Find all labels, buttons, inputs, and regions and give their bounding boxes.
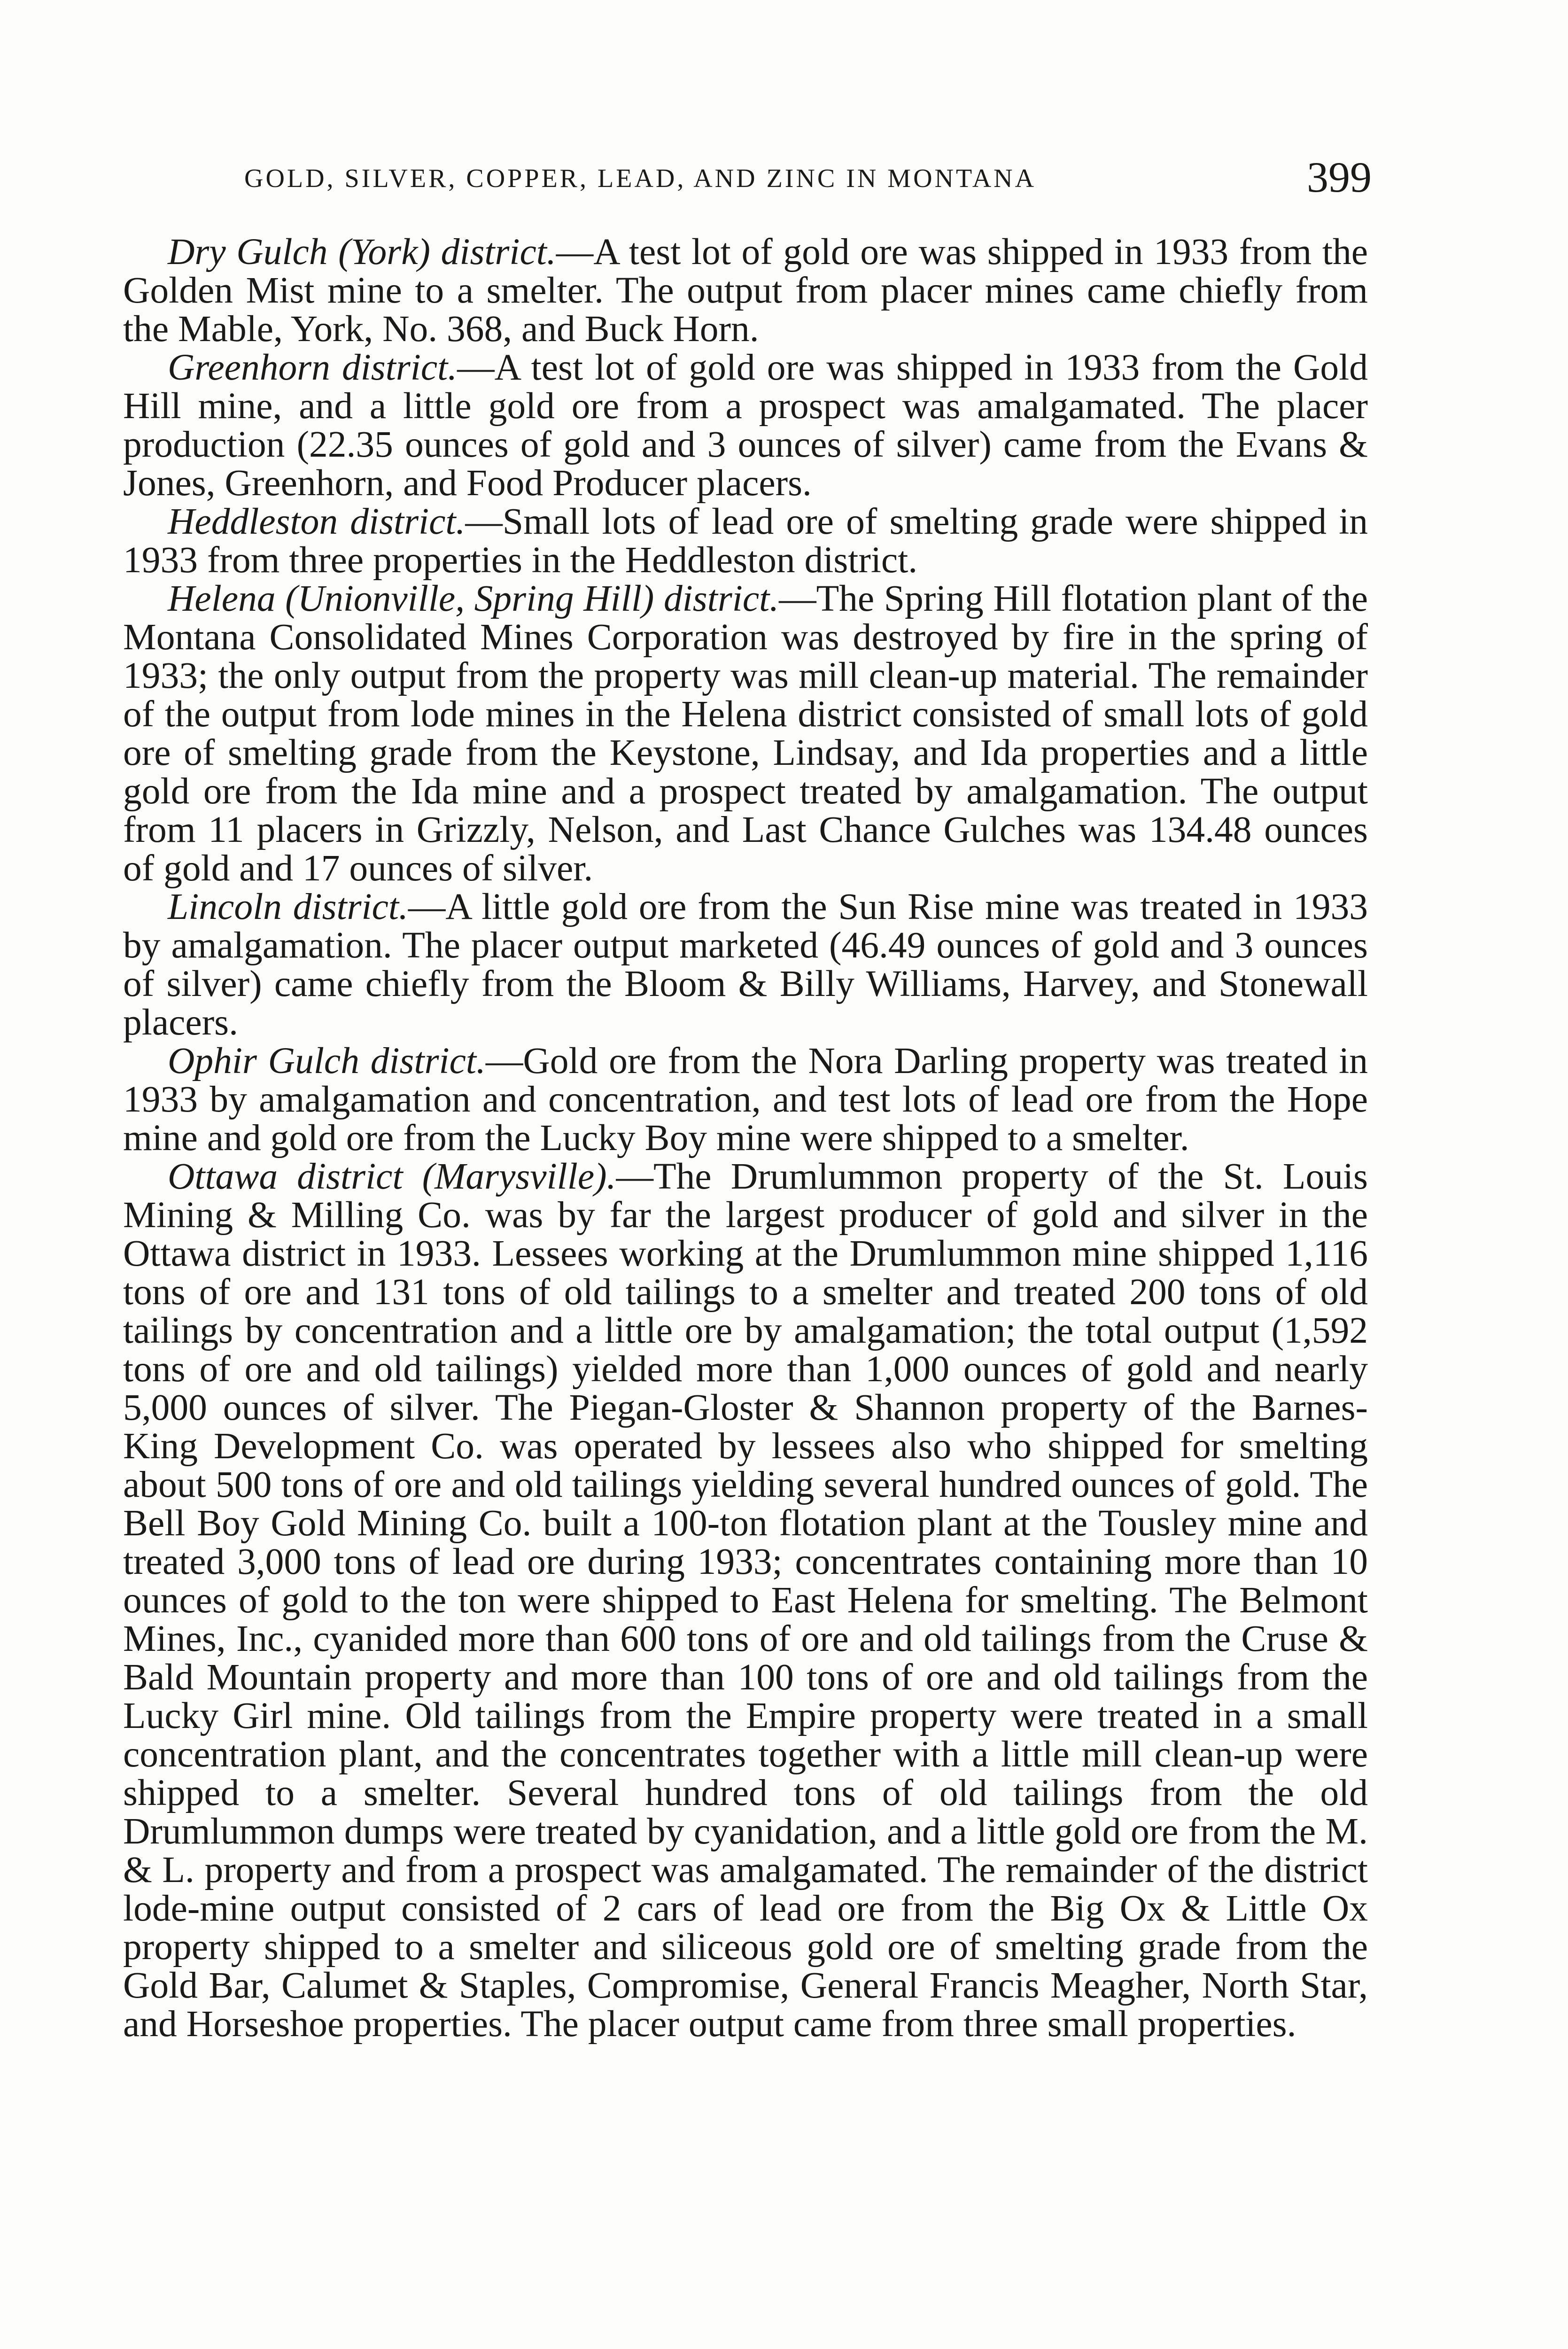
district-heading: Heddleston district. [168, 501, 466, 542]
body-text [123, 233, 1368, 2043]
page-header [244, 149, 1372, 215]
district-heading: Greenhorn district. [168, 347, 458, 388]
page-number: 399 [1307, 153, 1372, 201]
district-heading: Lincoln district. [168, 886, 408, 927]
paragraph-greenhorn [123, 348, 1368, 502]
district-heading: Ophir Gulch district. [168, 1040, 486, 1081]
paragraph-body: —A test lot of gold ore was shipped in 1933 from the Golden Mist mine to a smelter. The output from placer mines came chiefly from the Mable, York, No. 368, and Buck Horn. [123, 231, 1368, 350]
paragraph-body: —The Drumlummon property of the St. Louis Mining & Milling Co. was by far the largest producer of gold and silver in the Ottawa district in 1933. Lessees working at the Drumlummon mine shipped 1,116 tons of ore and 131 tons of old tailings to a smelter and treated 200 tons of old tailings by concentration and a little ore by amalgamation; the total output (1,592 tons of ore and old tailings) yielded more than 1,000 ounces of gold and nearly 5,000 ounces of silver. The Piegan-Gloster & Shannon property of the Barnes-King Development Co. was operated by lessees also who shipped for smelting about 500 tons of ore and old tailings yielding several hundred ounces of gold. The Bell Boy Gold Mining Co. built a 100-ton flotation plant at the Tousley mine and treated 3,000 tons of lead ore during 1933; concentrates containing more than 10 ounces of gold to the ton were shipped to East Helena for smelting. The Belmont Mines, Inc., cyanided more than 600 tons of ore and old tailings from the Cruse & Bald Mountain property and more than 100 tons of ore and old tailings from the Lucky Girl mine. Old tailings from the Empire property were treated in a small concentration plant, and the concentrates together with a little mill clean-up were shipped to a smelter. Several hundred tons of old tailings from the old Drumlummon dumps were treated by cyanidation, and a little gold ore from the M. & L. property and from a prospect was amalgamated. The remainder of the district lode-mine output consisted of 2 cars of lead ore from the Big Ox & Little Ox property shipped to a smelter and siliceous gold ore of smelting grade from the Gold Bar, Calumet & Staples, Compromise, General Francis Meagher, North Star, and Horseshoe properties. The placer output came from three small properties. [123, 1156, 1368, 2045]
paragraph-ottawa [123, 1157, 1368, 2043]
paragraph-helena [123, 579, 1368, 887]
paragraph-body: —The Spring Hill flotation plant of the Montana Consolidated Mines Corporation was destroyed by fire in the spring of 1933; the only output from the property was mill clean-up material. The remainder of the output from lode mines in the Helena district consisted of small lots of gold ore of smelting grade from the Keystone, Lindsay, and Ida properties and a little gold ore from the Ida mine and a prospect treated by amalgamation. The output from 11 placers in Grizzly, Nelson, and Last Chance Gulches was 134.48 ounces of gold and 17 ounces of silver. [123, 578, 1368, 889]
paragraph-ophir-gulch [123, 1042, 1368, 1157]
district-heading: Helena (Unionville, Spring Hill) district. [168, 578, 779, 619]
paragraph-body: —A test lot of gold ore was shipped in 1933 from the Gold Hill mine, and a little gold ore from a prospect was amalgamated. The placer production (22.35 ounces of gold and 3 ounces of silver) came from the Evans & Jones, Greenhorn, and Food Producer placers. [123, 347, 1368, 504]
paragraph-body: —Gold ore from the Nora Darling property was treated in 1933 by amalgamation and concentration, and test lots of lead ore from the Hope mine and gold ore from the Lucky Boy mine were shipped to a smelter. [123, 1040, 1368, 1159]
district-heading: Ottawa district (Marysville). [168, 1156, 616, 1197]
paragraph-lincoln [123, 887, 1368, 1042]
paragraph-heddleston [123, 502, 1368, 579]
district-heading: Dry Gulch (York) district. [168, 231, 556, 272]
running-head: GOLD, SILVER, COPPER, LEAD, AND ZINC IN MONTANA [244, 164, 1037, 193]
paragraph-body: —Small lots of lead ore of smelting grade were shipped in 1933 from three properties in the Heddleston district. [123, 501, 1368, 581]
paragraph-dry-gulch [123, 233, 1368, 348]
paragraph-body: —A little gold ore from the Sun Rise mine was treated in 1933 by amalgamation. The placer output marketed (46.49 ounces of gold and 3 ounces of silver) came chiefly from the Bloom & Billy Williams, Harvey, and Stonewall placers. [123, 886, 1368, 1043]
